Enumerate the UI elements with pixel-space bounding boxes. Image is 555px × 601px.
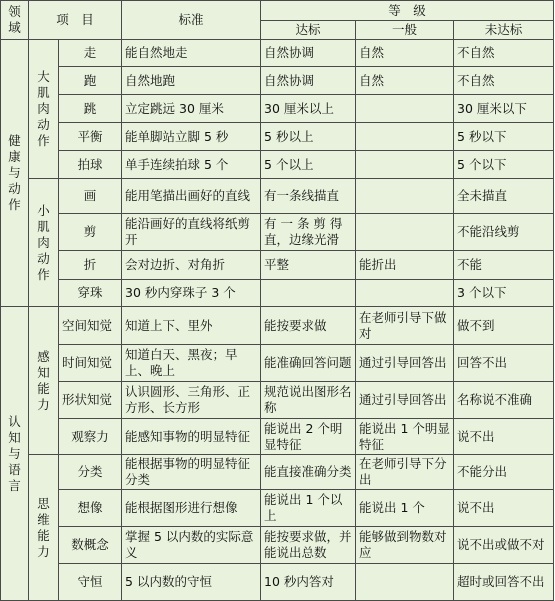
item-cell: 拍球 — [59, 151, 122, 179]
grade-fail-cell: 超时或回答不出 — [454, 564, 554, 601]
item-header: 项 目 — [29, 1, 122, 40]
standard-cell: 能根据图形进行想像 — [122, 490, 261, 527]
grade-fail-cell: 5 秒以下 — [454, 123, 554, 151]
grade-average-cell — [356, 214, 454, 251]
grade-header: 等 级 — [261, 1, 554, 21]
grade-fail-cell: 做不到 — [454, 307, 554, 345]
grade-average-cell: 自然 — [356, 40, 454, 67]
grade-fail-cell: 说不出 — [454, 419, 554, 455]
standard-cell: 自然地跑 — [122, 67, 261, 95]
grade-pass-cell: 5 个以上 — [261, 151, 356, 179]
group-name-cell — [29, 179, 59, 307]
item-cell: 穿珠 — [59, 280, 122, 307]
table-row — [1, 67, 554, 95]
standard-cell: 能沿画好的直线将纸剪开 — [122, 214, 261, 251]
standard-cell: 能用笔描出画好的直线 — [122, 179, 261, 214]
table-row — [1, 214, 554, 251]
grade-pass-cell: 30 厘米以上 — [261, 95, 356, 123]
item-cell: 时间知觉 — [59, 345, 122, 382]
grade-average-cell: 在老师引导下分出 — [356, 455, 454, 490]
grade-average-cell: 自然 — [356, 67, 454, 95]
table-row — [1, 95, 554, 123]
standard-cell: 5 以内数的守恒 — [122, 564, 261, 601]
table-row — [1, 179, 554, 214]
grade-pass-cell: 能说出 2 个明显特征 — [261, 419, 356, 455]
grade-fail-cell: 不自然 — [454, 40, 554, 67]
grade-pass-cell: 能准确回答问题 — [261, 345, 356, 382]
grade-average-cell — [356, 123, 454, 151]
grade-pass-cell: 规范说出图形名称 — [261, 382, 356, 419]
grade-pass-cell: 能说出 1 个以上 — [261, 490, 356, 527]
grade-pass-cell: 能直接准确分类 — [261, 455, 356, 490]
standard-cell: 能自然地走 — [122, 40, 261, 67]
item-cell: 剪 — [59, 214, 122, 251]
grade-pass-cell: 自然协调 — [261, 67, 356, 95]
grade-average-cell — [356, 179, 454, 214]
domain-header — [1, 1, 29, 40]
grade-fail-cell: 不能 — [454, 251, 554, 280]
grade-fail-cell: 3 个以下 — [454, 280, 554, 307]
item-cell: 平衡 — [59, 123, 122, 151]
table-row — [1, 455, 554, 490]
standard-cell: 能根据事物的明显特征分类 — [122, 455, 261, 490]
group-name-cell — [29, 40, 59, 179]
grade-pass-cell: 自然协调 — [261, 40, 356, 67]
domain-name: 健 康 与 动 作 — [8, 133, 21, 212]
grade-fail-cell: 说不出或做不对 — [454, 527, 554, 564]
grade-fail-cell: 5 个以下 — [454, 151, 554, 179]
grade-average-cell: 能够做到物数对应 — [356, 527, 454, 564]
table-row — [1, 382, 554, 419]
item-cell: 分类 — [59, 455, 122, 490]
item-cell: 观察力 — [59, 419, 122, 455]
grade-average-cell: 通过引导回答出 — [356, 345, 454, 382]
grade-pass-cell: 平整 — [261, 251, 356, 280]
grade-pass-cell — [261, 280, 356, 307]
standard-cell: 知道上下、里外 — [122, 307, 261, 345]
grade-average-cell: 能折出 — [356, 251, 454, 280]
grade-average-cell — [356, 280, 454, 307]
domain-name-cell — [1, 307, 29, 601]
table-row — [1, 345, 554, 382]
domain-name: 认 知 与 语 言 — [8, 413, 21, 493]
item-cell: 守恒 — [59, 564, 122, 601]
grade-average-cell: 能说出 1 个 — [356, 490, 454, 527]
grade-pass-cell: 能按要求做 — [261, 307, 356, 345]
grade-average-cell: 在老师引导下做对 — [356, 307, 454, 345]
grade-fail-cell: 30 厘米以下 — [454, 95, 554, 123]
domain-name-cell — [1, 40, 29, 307]
item-cell: 空间知觉 — [59, 307, 122, 345]
grade-average-header: 一般 — [356, 21, 454, 40]
group-name-cell — [29, 307, 59, 455]
table-row — [1, 40, 554, 67]
standard-cell: 能单脚站立脚 5 秒 — [122, 123, 261, 151]
grade-pass-cell: 能按要求做，并能说出总数 — [261, 527, 356, 564]
item-cell: 跑 — [59, 67, 122, 95]
grade-average-cell: 能说出 1 个明显特征 — [356, 419, 454, 455]
table-row — [1, 151, 554, 179]
group-name-cell — [29, 455, 59, 601]
standard-cell: 会对边折、对角折 — [122, 251, 261, 280]
standard-cell: 单手连续拍球 5 个 — [122, 151, 261, 179]
table-row — [1, 490, 554, 527]
table-row — [1, 307, 554, 345]
table-row — [1, 527, 554, 564]
grade-fail-cell: 不自然 — [454, 67, 554, 95]
grade-pass-header: 达标 — [261, 21, 356, 40]
item-cell: 数概念 — [59, 527, 122, 564]
item-cell: 走 — [59, 40, 122, 67]
grade-average-cell — [356, 95, 454, 123]
standard-cell: 知道白天、黑夜；早上、晚上 — [122, 345, 261, 382]
standard-cell: 30 秒内穿珠子 3 个 — [122, 280, 261, 307]
grade-pass-cell: 有 一 条 剪 得直，边缘光滑 — [261, 214, 356, 251]
table-row — [1, 280, 554, 307]
group-name: 小 肌 肉 动 作 — [37, 202, 50, 282]
standard-cell: 能感知事物的明显特征 — [122, 419, 261, 455]
group-name: 感 知 能 力 — [37, 348, 50, 412]
grade-average-cell: 通过引导回答出 — [356, 382, 454, 419]
standard-cell: 掌握 5 以内数的实际意义 — [122, 527, 261, 564]
grade-fail-cell: 回答不出 — [454, 345, 554, 382]
grade-fail-cell: 不能分出 — [454, 455, 554, 490]
domain-header-text: 领 域 — [8, 4, 21, 35]
grade-average-cell — [356, 151, 454, 179]
group-name: 思 维 能 力 — [37, 495, 50, 559]
standard-cell: 立定跳远 30 厘米 — [122, 95, 261, 123]
grade-fail-cell: 名称说不准确 — [454, 382, 554, 419]
item-cell: 跳 — [59, 95, 122, 123]
grade-pass-cell: 有一条线描直 — [261, 179, 356, 214]
grade-fail-cell: 说不出 — [454, 490, 554, 527]
standard-header: 标准 — [122, 1, 261, 40]
grade-fail-cell: 不能沿线剪 — [454, 214, 554, 251]
header-row-1 — [1, 1, 554, 21]
table-row — [1, 564, 554, 601]
standard-cell: 认识圆形、三角形、正方形、长方形 — [122, 382, 261, 419]
table-row — [1, 419, 554, 455]
grade-average-cell — [356, 564, 454, 601]
item-cell: 画 — [59, 179, 122, 214]
grade-pass-cell: 10 秒内答对 — [261, 564, 356, 601]
table-row — [1, 251, 554, 280]
item-cell: 折 — [59, 251, 122, 280]
grade-fail-header: 未达标 — [454, 21, 554, 40]
table-row — [1, 123, 554, 151]
group-name: 大 肌 肉 动 作 — [37, 69, 50, 148]
grade-pass-cell: 5 秒以上 — [261, 123, 356, 151]
item-cell: 形状知觉 — [59, 382, 122, 419]
grade-fail-cell: 全未描直 — [454, 179, 554, 214]
item-cell: 想像 — [59, 490, 122, 527]
